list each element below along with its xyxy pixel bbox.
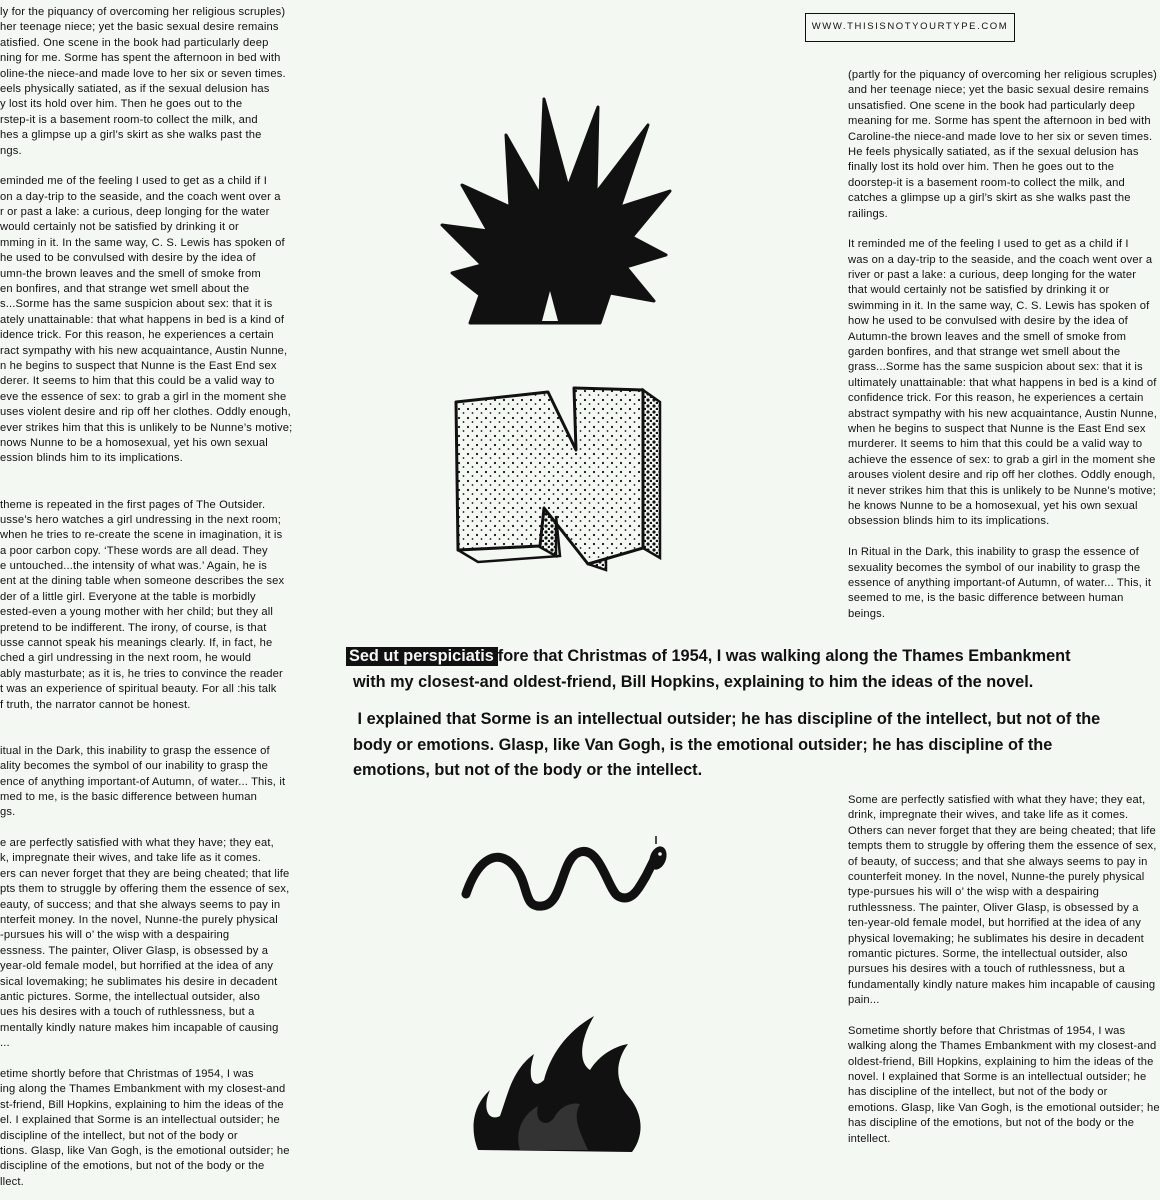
text-line: k, impregnate their wives, and take life as it comes. [0, 852, 262, 865]
text-line: ent at the dining table when someone describes the sex [0, 575, 285, 588]
text-line: eminded me of the feeling I used to get as a child if I [0, 175, 267, 188]
text-line: drink, impregnate their wives, and take life as it comes. [848, 809, 1129, 822]
text-line: meaning for me. Sorme has spent the afternoon in bed with [848, 115, 1151, 128]
text-line: walking along the Thames Embankment with my closest-and [848, 1040, 1157, 1053]
text-line: confidence trick. For this reason, he experiences a certain [848, 392, 1144, 405]
text-line: essence of anything important-of Autumn, of water... This, it [848, 576, 1152, 589]
text-line: pretend to be indifferent. The irony, of course, is that [0, 621, 267, 634]
text-line: el. I explained that Sorme is an intellectual outsider; he [0, 1114, 280, 1127]
text-line: romantic pictures. Sorme, the intellectual outsider, also [848, 947, 1128, 960]
pull-quote-line-2: with my closest-and oldest-friend, Bill Hopkins, explaining to him the ideas of the novel. [353, 672, 1034, 691]
text-line: ing along the Thames Embankment with my closest-and [0, 1083, 286, 1096]
text-line: ately unattainable: that what happens in bed is a kind of [0, 313, 285, 326]
text-line: oline-the niece-and made love to her six or seven times. [0, 67, 286, 80]
text-line: y lost its hold over him. Then he goes out to the [0, 98, 243, 111]
pull-quote-line-1 [349, 644, 1116, 670]
text-line: s...Sorme has the same suspicion about sex: that it is [0, 298, 273, 311]
text-line: on a day-trip to the seaside, and the coach went over a [0, 190, 281, 203]
pull-quote-line-5: emotions, but not of the body or the intellect. [353, 761, 703, 779]
text-line: In Ritual in the Dark, this inability to grasp the essence of [848, 546, 1139, 559]
text-line: oldest-friend, Bill Hopkins, explaining to him the ideas of the [848, 1055, 1154, 1068]
text-line [0, 1052, 305, 1067]
text-line: ably masturbate; as it is, he tries to convince the reader [0, 667, 283, 680]
text-line: unsatisfied. One scene in the book had particularly deep [848, 99, 1136, 112]
pull-quote-line-4: body or emotions. Glasp, like Van Gogh, is the emotional outsider; he has discipline of the [353, 735, 1053, 754]
text-line: rstep-it is a basement room-to collect the milk, and [0, 113, 258, 126]
text-line: it never strikes him that this is unlikely to be Nunne’s motive; [848, 484, 1156, 497]
text-line: seemed to me, is the basic difference between human [848, 592, 1124, 605]
text-line: of beauty, of success; and that she always seems to pay in [848, 855, 1148, 868]
text-line: Sometime shortly before that Christmas of 1954, I was [848, 1024, 1126, 1037]
highlighted-text: Sed ut perspiciatis [346, 647, 498, 666]
site-url-box [805, 13, 1015, 42]
text-line: gs. [0, 806, 16, 819]
text-line: ract sympathy with his new acquaintance, Austin Nunne, [0, 344, 288, 357]
text-line: hes a glimpse up a girl’s skirt as she walks past the [0, 129, 262, 142]
flame-icon [468, 1010, 650, 1154]
text-line: tempts them to struggle by offering them the essence of sex, [848, 840, 1157, 853]
text-line: ngs. [0, 144, 22, 157]
text-line [0, 159, 305, 174]
explosion-icon [440, 95, 672, 325]
text-line: ly for the piquancy of overcoming her religious scruples) [0, 6, 286, 18]
text-line: nterfeit money. In the novel, Nunne-the purely physical [0, 914, 278, 927]
text-line [0, 467, 305, 482]
right-text-column-bottom [848, 793, 1160, 1147]
text-line: ence of anything important-of Autumn, of water... This, it [0, 775, 286, 788]
text-line: ues his desires with a touch of ruthlessness, but a [0, 1006, 255, 1019]
text-line [0, 482, 305, 497]
pull-quote-line-3: I explained that Sorme is an intellectual outsider; he has discipline of the intellect, but not of the [353, 710, 1101, 728]
text-line: mentally kindly nature makes him incapable of causing [0, 1021, 279, 1034]
text-line: tions. Glasp, like Van Gogh, is the emotional outsider; he [0, 1144, 290, 1157]
text-line: ning for me. Sorme has spent the afternoon in bed with [0, 52, 281, 65]
text-line: pain... [848, 994, 880, 1007]
text-line: ... [0, 1037, 10, 1050]
text-line: umn-the brown leaves and the smell of smoke from [0, 267, 261, 280]
text-line: sical lovemaking; he sublimates his desire in decadent [0, 975, 278, 988]
text-line: fundamentally kindly nature makes him incapable of causing [848, 978, 1156, 991]
text-line: Some are perfectly satisfied with what they have; they eat, [848, 794, 1146, 806]
text-line: achieve the essence of sex: to grab a girl in the moment she [848, 453, 1156, 466]
text-line: doorstep-it is a basement room-to collect the milk, and [848, 176, 1125, 189]
pull-quote [349, 644, 1116, 784]
text-line: pts them to struggle by offering them the essence of sex, [0, 883, 290, 896]
text-line: ultimately unattainable: that what happens in bed is a kind of [848, 376, 1157, 389]
text-line: antic pictures. Sorme, the intellectual outsider, also [0, 991, 260, 1003]
text-line: emotions. Glasp, like Van Gogh, is the emotional outsider; he [848, 1101, 1160, 1114]
text-line: discipline of the emotions, but not of the body or the [0, 1160, 265, 1173]
text-line: e are perfectly satisfied with what they have; they eat, [0, 837, 274, 850]
text-line: year-old female model, but horrified at the idea of any [0, 960, 274, 973]
text-line [848, 222, 1116, 237]
text-line: ality becomes the symbol of our inability to grasp the [0, 760, 269, 773]
left-text-column [0, 5, 305, 1190]
text-line: uses violent desire and rip off her clothes. Oddly enough, [0, 406, 291, 419]
text-line: It reminded me of the feeling I used to get as a child if I [848, 238, 1129, 251]
text-line: -pursues his will o’ the wisp with a despairing [0, 929, 230, 942]
text-line: murderer. It seems to him that this could be a valid way to [848, 438, 1143, 451]
text-line: ession blinds him to its implications. [0, 452, 183, 465]
text-line: n he begins to suspect that Nunne is the East End sex [0, 359, 277, 372]
text-line: pursues his desires with a touch of ruthlessness, but a [848, 963, 1125, 976]
text-line: her teenage niece; yet the basic sexual desire remains [0, 21, 279, 34]
text-line [0, 728, 305, 743]
text-line: ested-even a young mother with her child; but they all [0, 606, 274, 619]
text-line: railings. [848, 207, 888, 220]
text-line: ever strikes him that this is unlikely to be Nunne’s motive; [0, 421, 293, 434]
text-line: obsession blinds him to its implications. [848, 515, 1050, 528]
text-line: mming in it. In the same way, C. S. Lewis has spoken of [0, 236, 285, 249]
text-line: llect. [0, 1175, 24, 1188]
text-line: usse cannot speak his meanings clearly. If, in fact, he [0, 637, 273, 650]
text-line: nows Nunne to be a homosexual, yet his own sexual [0, 436, 268, 449]
text-line: that would certainly not be satisfied by drinking it or [848, 284, 1110, 297]
text-line: ched a girl undressing in the next room, he would [0, 652, 252, 665]
text-line: swimming in it. In the same way, C. S. Lewis has spoken of [848, 299, 1150, 312]
text-line: counterfeit money. In the novel, Nunne-the purely physical [848, 870, 1145, 883]
text-line: He feels physically satiated, as if the sexual delusion has [848, 145, 1139, 158]
text-line: river or past a lake: a curious, deep longing for the water [848, 269, 1137, 282]
text-line [848, 530, 1116, 545]
site-url-text: WWW.THISISNOTYOURTYPE.COM [811, 21, 1009, 32]
text-line: he knows Nunne to be a homosexual, yet his own sexual [848, 499, 1138, 512]
text-line: has discipline of the emotions, but not of the body or the [848, 1117, 1135, 1130]
text-line: der of a little girl. Everyone at the table is morbidly [0, 590, 256, 603]
text-line: was on a day-trip to the seaside, and the coach went over a [848, 253, 1153, 266]
text-line: eels physically satiated, as if the sexual delusion has [0, 82, 270, 95]
text-line: novel. I explained that Sorme is an intellectual outsider; he [848, 1071, 1147, 1084]
text-line: t was an experience of spiritual beauty. For all :his talk [0, 683, 277, 696]
text-line: beings. [848, 607, 886, 620]
snake-icon [460, 838, 672, 918]
text-line: atisfied. One scene in the book had particularly deep [0, 36, 269, 49]
right-text-column-top [848, 68, 1158, 622]
text-line: Autumn-the brown leaves and the smell of smoke from [848, 330, 1127, 343]
letter-n-icon [448, 380, 670, 580]
text-line: derer. It seems to him that this could be a valid way to [0, 375, 275, 388]
text-line: type-pursues his will o’ the wisp with a despairing [848, 886, 1099, 899]
text-line [848, 1008, 1116, 1023]
pull-quote-line-1-rest: fore that Christmas of 1954, I was walking along the Thames Embankment [497, 647, 1071, 665]
text-line: how he used to be convulsed with desire by the idea of [848, 315, 1128, 328]
text-line: eve the essence of sex: to grab a girl in the moment she [0, 390, 287, 403]
text-line: etime shortly before that Christmas of 1954, I was [0, 1067, 254, 1080]
text-line: grass...Sorme has the same suspicion about sex: that it is [848, 361, 1143, 374]
text-line: eauty, of success; and that she always seems to pay in [0, 898, 281, 911]
text-line: (partly for the piquancy of overcoming her religious scruples) [848, 69, 1158, 81]
text-line [0, 713, 305, 728]
text-line: e untouched...the intensity of what was.’ Again, he is [0, 560, 268, 573]
text-line: itual in the Dark, this inability to grasp the essence of [0, 744, 270, 757]
text-line: r or past a lake: a curious, deep longing for the water [0, 206, 270, 219]
text-line: catches a glimpse up a girl’s skirt as she walks past the [848, 192, 1131, 205]
text-line: intellect. [848, 1132, 891, 1145]
text-line: med to me, is the basic difference between human [0, 790, 257, 803]
text-line: en bonfires, and that strange wet smell about the [0, 283, 250, 296]
text-line: physical lovemaking; he sublimates his desire in decadent [848, 932, 1144, 945]
text-line: finally lost its hold over him. Then he goes out to the [848, 161, 1115, 174]
text-line: arouses violent desire and rip off her clothes. Oddly enough, [848, 469, 1156, 482]
text-line: he used to be convulsed with desire by the idea of [0, 252, 256, 265]
text-line: essness. The painter, Oliver Glasp, is obsessed by a [0, 944, 269, 957]
text-line: abstract sympathy with his new acquaintance, Austin Nunne, [848, 407, 1158, 420]
text-line: idence trick. For this reason, he experiences a certain [0, 329, 274, 342]
text-line: Others can never forget that they are being cheated; that life [848, 824, 1156, 837]
text-line: sexuality becomes the symbol of our inability to grasp the [848, 561, 1141, 574]
text-line: a poor carbon copy. ‘These words are all dead. They [0, 544, 268, 557]
text-line: ruthlessness. The painter, Oliver Glasp, is obsessed by a [848, 901, 1139, 914]
text-line: would certainly not be satisfied by drinking it or [0, 221, 239, 234]
text-line: ten-year-old female model, but horrified at the idea of any [848, 917, 1142, 930]
text-line: has discipline of the intellect, but not of the body or [848, 1086, 1108, 1099]
text-line: garden bonfires, and that strange wet smell about the [848, 346, 1121, 359]
text-line: ers can never forget that they are being cheated; that life [0, 867, 290, 880]
text-line: st-friend, Bill Hopkins, explaining to him the ideas of the [0, 1098, 284, 1111]
text-line: when he begins to suspect that Nunne is the East End sex [848, 422, 1146, 435]
text-line: usse’s hero watches a girl undressing in the next room; [0, 513, 282, 526]
text-line: discipline of the intellect, but not of the body or [0, 1129, 238, 1142]
text-line: when he tries to re-create the scene in imagination, it is [0, 529, 283, 542]
text-line: theme is repeated in the first pages of The Outsider. [0, 498, 266, 511]
text-line: and her teenage niece; yet the basic sexual desire remains [848, 84, 1149, 97]
text-line [0, 821, 305, 836]
text-line: f truth, the narrator cannot be honest. [0, 698, 191, 711]
text-line: Caroline-the niece-and made love to her six or seven times. [848, 130, 1153, 143]
